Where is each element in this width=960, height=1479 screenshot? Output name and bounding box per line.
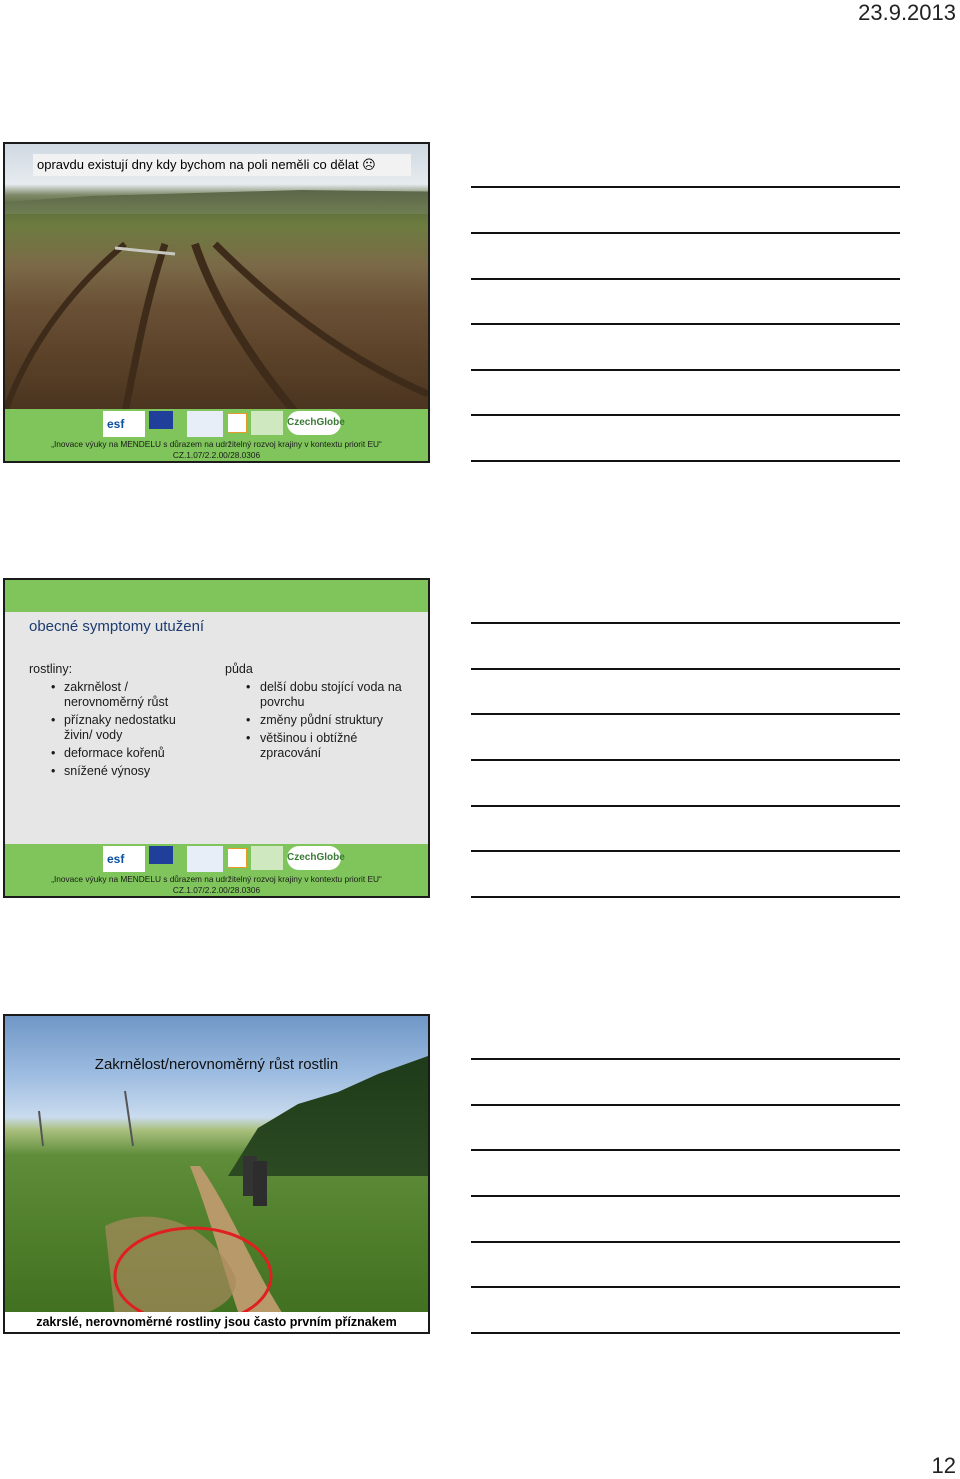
note-line (471, 759, 900, 761)
msmt-logo (187, 411, 223, 437)
note-line (471, 278, 900, 280)
op-logo (227, 848, 247, 868)
note-line (471, 1286, 900, 1288)
project-code: CZ.1.07/2.2.00/28.0306 (172, 885, 261, 895)
note-line (471, 622, 900, 624)
czechglobe-logo: CzechGlobe (287, 411, 341, 435)
slide-caption: opravdu existují dny kdy bychom na poli neměli co dělat ☹ (33, 154, 411, 176)
project-name: „Inovace výuky na MENDELU s důrazem na udržitelný rozvoj krajiny v kontextu priorit EU“ (51, 439, 382, 449)
page-number: 12 (931, 1453, 956, 1478)
print-date: 23.9.2013 (858, 0, 956, 25)
soil-column (225, 662, 405, 764)
plants-column (29, 662, 199, 782)
list-item: • deformace kořenů (29, 746, 199, 761)
eu-flag-logo (149, 846, 173, 864)
note-line (471, 850, 900, 852)
note-line (471, 186, 900, 188)
mendelu-logo (251, 411, 283, 435)
list-item: • změny půdní struktury (225, 713, 405, 728)
note-line (471, 460, 900, 462)
slide-top-bar (5, 580, 428, 612)
project-footer (5, 409, 428, 461)
project-code: CZ.1.07/2.2.00/28.0306 (172, 450, 261, 460)
note-line (471, 1058, 900, 1060)
list-item: • většinou i obtížné zpracování (225, 731, 405, 761)
note-line (471, 713, 900, 715)
mendelu-logo (251, 846, 283, 870)
slide-thumbnail-1 (3, 142, 430, 463)
slide-title: obecné symptomy utužení (29, 618, 205, 635)
field-ruts-photo (5, 144, 428, 412)
msmt-logo (187, 846, 223, 872)
partner-logos (103, 846, 345, 874)
list-item: • příznaky nedostatku živin/ vody (29, 713, 199, 743)
note-line (471, 896, 900, 898)
column-heading: půda (225, 662, 253, 676)
note-line (471, 805, 900, 807)
column-heading: rostliny: (29, 662, 73, 676)
eu-flag-logo (149, 411, 173, 429)
slide-caption: zakrslé, nerovnoměrné rostliny jsou často prvním příznakem (5, 1312, 428, 1332)
note-line (471, 323, 900, 325)
partner-logos (103, 411, 345, 439)
slide-title: Zakrnělost/nerovnoměrný růst rostlin (94, 1056, 339, 1073)
slide-thumbnail-3 (3, 1014, 430, 1334)
list-item: • zakrnělost / nerovnoměrný růst (29, 680, 199, 710)
list-item: • snížené výnosy (29, 764, 199, 779)
op-logo (227, 413, 247, 433)
esf-logo: esf (103, 846, 145, 872)
note-line (471, 1195, 900, 1197)
project-name: „Inovace výuky na MENDELU s důrazem na udržitelný rozvoj krajiny v kontextu priorit EU“ (51, 874, 382, 884)
note-line (471, 668, 900, 670)
note-line (471, 1241, 900, 1243)
project-footer (5, 844, 428, 896)
slide-thumbnail-2 (3, 578, 430, 898)
note-line (471, 414, 900, 416)
tractor-tracks (5, 234, 428, 412)
note-line (471, 369, 900, 371)
esf-logo: esf (103, 411, 145, 437)
note-line (471, 1332, 900, 1334)
note-line (471, 232, 900, 234)
note-line (471, 1149, 900, 1151)
note-line (471, 1104, 900, 1106)
hill-background (5, 184, 428, 214)
czechglobe-logo: CzechGlobe (287, 846, 341, 870)
field-hikers-photo (5, 1016, 428, 1332)
list-item: • delší dobu stojící voda na povrchu (225, 680, 405, 710)
